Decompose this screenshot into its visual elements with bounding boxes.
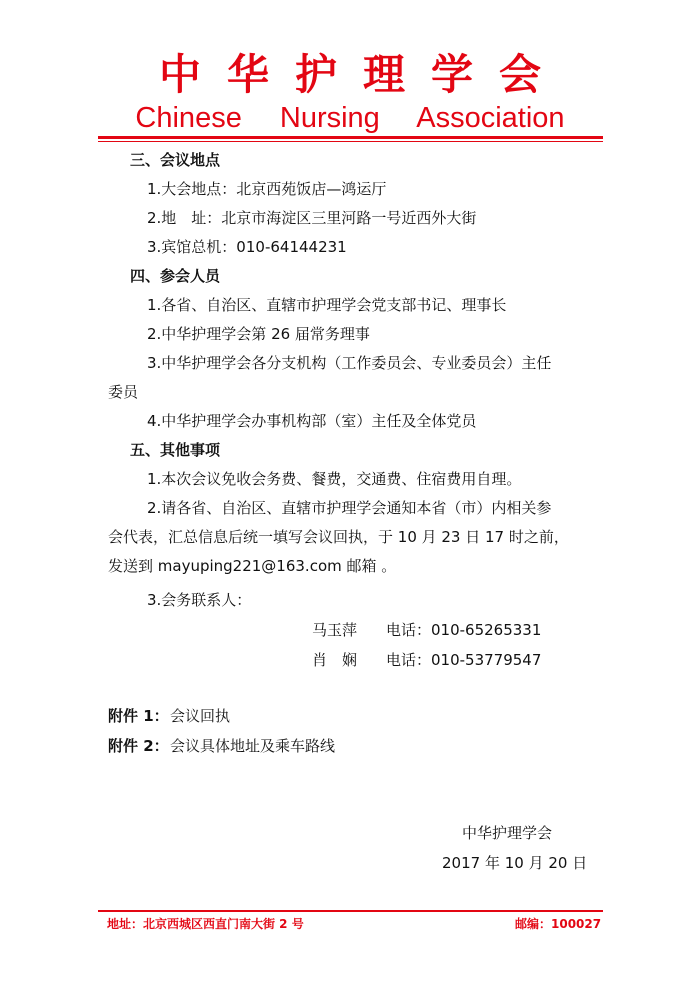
- section-4-item: 委员: [108, 383, 139, 401]
- section-5-item: 3.会务联系人：: [147, 591, 252, 609]
- section-5-item: 2.请各省、自治区、直辖市护理学会通知本省（市）内相关参: [147, 499, 552, 517]
- footer-rule: [98, 910, 603, 912]
- letterhead-cn: 中华护理学会: [158, 50, 567, 99]
- section-5-item: 1.本次会议免收会务费、餐费，交通费、住宿费用自理。: [147, 470, 522, 488]
- section-5-title: 五、其他事项: [130, 441, 221, 459]
- signature-org: 中华护理学会: [462, 824, 553, 842]
- letterhead-rule-thick: [98, 136, 603, 139]
- section-3-item: 1.大会地点：北京西苑饭店—鸿运厅: [147, 180, 387, 198]
- letterhead-rule-thin: [98, 141, 603, 142]
- section-4-item: 4.中华护理学会办事机构部（室）主任及全体党员: [147, 412, 477, 430]
- section-4-item: 3.中华护理学会各分支机构（工作委员会、专业委员会）主任: [147, 354, 552, 372]
- section-5-item: 发送到 mayuping221@163.com 邮箱 。: [108, 557, 397, 575]
- footer-address: 地址：北京西城区西直门南大街 2 号: [107, 917, 304, 931]
- contact-name: 肖 娴: [312, 651, 358, 669]
- section-3-item: 3.宾馆总机：010-64144231: [147, 238, 347, 256]
- section-3-item: 2.地 址：北京市海淀区三里河路一号近西外大街: [147, 209, 477, 227]
- footer-postcode: 邮编：100027: [515, 917, 602, 931]
- section-4-item: 1.各省、自治区、直辖市护理学会党支部书记、理事长: [147, 296, 507, 314]
- contact-name: 马玉萍: [312, 621, 358, 639]
- letterhead-en: Chinese Nursing Association: [135, 102, 565, 134]
- section-3-title: 三、会议地点: [130, 151, 221, 169]
- attachment-text: 会议具体地址及乘车路线: [170, 737, 336, 755]
- attachment-text: 会议回执: [170, 707, 231, 725]
- contact-phone: 电话：010-65265331: [386, 621, 542, 639]
- attachment-label: 附件 1：: [108, 707, 169, 725]
- signature-date: 2017 年 10 月 20 日: [442, 854, 588, 872]
- attachment-label: 附件 2：: [108, 737, 169, 755]
- section-4-item: 2.中华护理学会第 26 届常务理事: [147, 325, 370, 343]
- section-4-title: 四、参会人员: [130, 267, 221, 285]
- section-5-item: 会代表，汇总信息后统一填写会议回执，于 10 月 23 日 17 时之前，: [108, 528, 569, 546]
- contact-phone: 电话：010-53779547: [386, 651, 542, 669]
